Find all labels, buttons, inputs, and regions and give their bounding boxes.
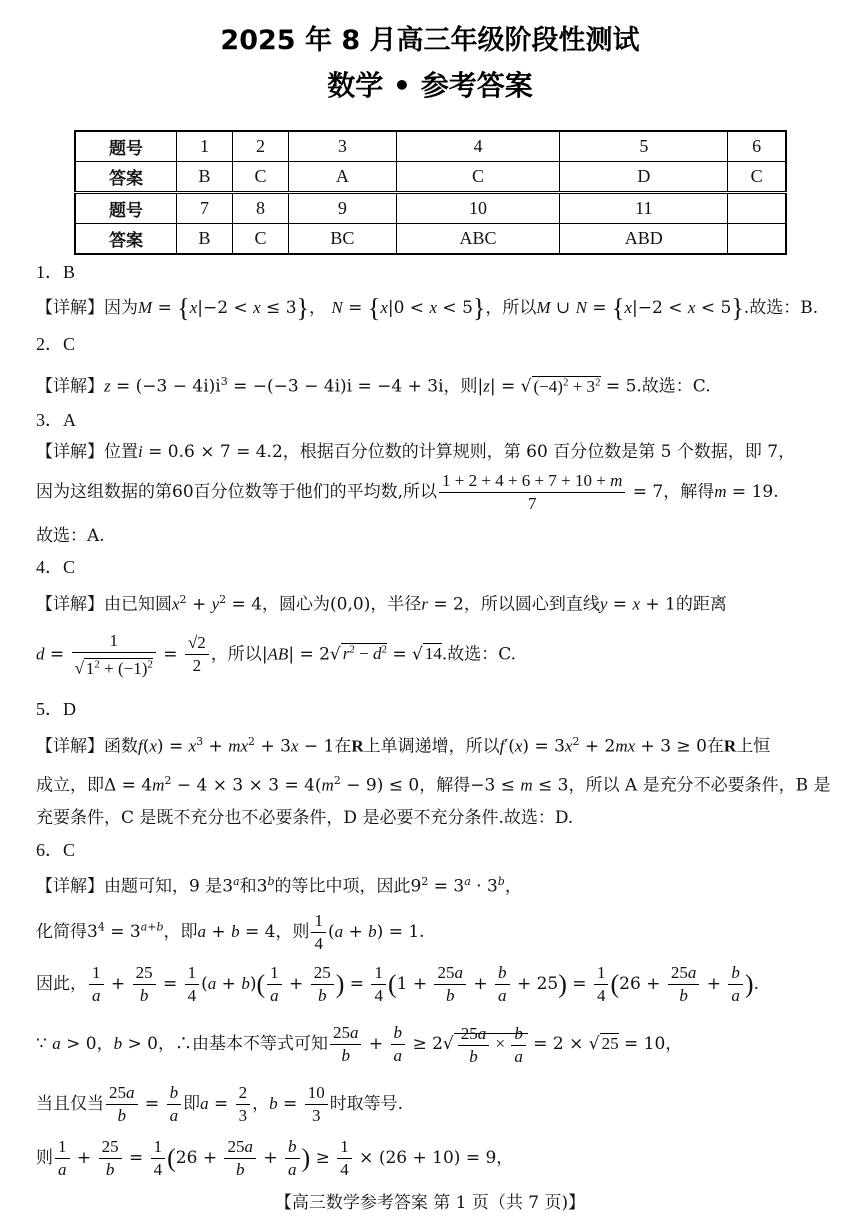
table-cell: 2	[233, 131, 289, 162]
table-cell: ABC	[396, 224, 560, 255]
table-row	[75, 193, 786, 224]
q4-text-d: ，所以圆心到直线	[463, 594, 600, 615]
table-cell: 11	[560, 193, 728, 224]
detail-tag: 【详解】	[36, 876, 104, 897]
q6-detail-1: 【详解】由题可知，9 是3$^a$和3$^b$的等比中项，因此$9^2 = 3^a \cdot 3^b$，	[36, 875, 522, 897]
table-cell: ABD	[560, 224, 728, 255]
row-label-answer: 答案	[75, 224, 177, 255]
table-cell: D	[560, 162, 728, 193]
q5-text-b: 在	[334, 736, 352, 757]
q5-detail-3: 充要条件，C 是既不充分也不必要条件，D 是必要不充分条件.故选：D.	[36, 808, 574, 828]
q6-text-c: 的等比中项，因此	[274, 876, 411, 897]
row-label-answer: 答案	[75, 162, 177, 193]
table-cell	[728, 193, 786, 224]
q3-conclusion: 故选：A.	[36, 526, 105, 546]
q5-text-d: 在	[706, 736, 724, 757]
q4-text-a: 由已知圆	[104, 594, 172, 615]
row-label-question: 题号	[75, 131, 177, 162]
q4-text-f: ，所以	[210, 644, 262, 665]
q5-detail-1: 【详解】函数$f(x) = x^3 + mx^2 + 3x - 1$在R上单调递增，所以$f'(x) = 3x^2 + 2mx + 3 \ge 0$在R上恒	[36, 735, 771, 757]
q5-text-a: 函数	[104, 736, 138, 757]
table-cell: BC	[289, 224, 397, 255]
q4-text-b: ，圆心为	[262, 594, 331, 615]
table-cell: C	[233, 224, 289, 255]
q6-text-l: 则	[36, 1148, 53, 1168]
page-subtitle: 数学 • 参考答案	[327, 69, 533, 102]
table-row	[75, 224, 786, 255]
q5-text-c: 上单调递增，所以	[363, 736, 500, 757]
q1-text-b: ，所以	[485, 298, 537, 318]
q6-detail-2: 化简得$3^4 = 3^{a+b}$，即a + b = 4，则 $\frac{1}{4}$ (a + b) = 1.	[36, 911, 425, 953]
table-cell: C	[396, 162, 560, 193]
q6-detail-3: 因此， $\frac{1}{a}$ + $\frac{25}{b}$ = $\frac{1}{4}$ (a + b)( $\frac{1}{a}$ + $\frac{25}{b}$ ) = $\frac{1}{4}$ (1 + $\frac{25a}{b}$ + $\frac{b}{a}$ + 25) = $\frac{1}{4}$ (26 + $\frac{25a}{b}$ + $\frac{b}{a}$ ).	[36, 963, 759, 1005]
table-cell: B	[177, 162, 233, 193]
table-cell: 7	[177, 193, 233, 224]
q2-text-a: ，则	[443, 376, 478, 397]
q6-text-d: 化简得	[36, 922, 87, 942]
table-cell: 8	[233, 193, 289, 224]
q3-text-d: ，解得	[663, 482, 715, 502]
q6-text-j: 即	[183, 1094, 201, 1114]
q6-text-a: 由题可知，9 是	[104, 876, 223, 897]
q3-detail-2: 因为这组数据的第60百分位数等于他们的平均数,所以 $\frac{1 + 2 + 4 + 6 + 7 + 10 + m}{7}$ = 7，解得m = 19.	[36, 471, 779, 513]
detail-tag: 【详解】	[36, 442, 104, 462]
q5-text-e: 上恒	[736, 736, 771, 757]
q3-text-b: ，根据百分位数的计算规则，第 60 百分位数是第 5 个数据，即 7，	[282, 442, 796, 462]
detail-tag: 【详解】	[36, 298, 104, 318]
q4-detail-2: d = $\frac{1}{√ 1^2 + (-1)^2}$ = $\frac{√2}{2}$ ，所以|AB| = 2√ $r^2 - d^2$ = √ 14.故选：C.	[36, 631, 517, 678]
table-cell: 9	[289, 193, 397, 224]
table-cell: C	[233, 162, 289, 193]
table-cell: B	[177, 224, 233, 255]
q6-text-k: 时取等号.	[329, 1094, 404, 1114]
q4-detail-1: 【详解】由已知圆$x^2 + y^2 = 4$，圆心为(0,0)，半径r = 2，所以圆心到直线y = x + 1的距离	[36, 593, 727, 615]
q3-heading: 3．A	[36, 410, 76, 430]
q4-text-c: ，半径	[370, 594, 422, 615]
q4-heading: 4．C	[36, 557, 76, 577]
page-title: 2025 年 8 月高三年级阶段性测试	[220, 25, 640, 56]
q1-detail: 【详解】因为M = {x|−2 < x ≤ 3}， N = {x|0 < x < 5}，所以M ∪ N = {x|−2 < x < 5}.故选：B.	[36, 293, 819, 323]
table-cell: 5	[560, 131, 728, 162]
q6-text-g: 因此，	[36, 974, 87, 994]
q4-text-e: 的距离	[675, 594, 727, 615]
answer-table	[74, 130, 787, 255]
q3-text-a: 位置	[104, 442, 138, 462]
q6-detail-6: 则 $\frac{1}{a}$ + $\frac{25}{b}$ = $\frac{1}{4}$ (26 + $\frac{25a}{b}$ + $\frac{b}{a}$ ) ≥ $\frac{1}{4}$ × (26 + 10) = 9，	[36, 1137, 514, 1179]
q6-text-e: ，即	[163, 922, 198, 942]
table-row	[75, 131, 786, 162]
q6-detail-5: 当且仅当 $\frac{25a}{b}$ = $\frac{b}{a}$ 即a = $\frac{2}{3}$ ，b = $\frac{10}{3}$ 时取等号.	[36, 1083, 404, 1125]
detail-tag: 【详解】	[36, 594, 104, 615]
q6-text-h: 由基本不等式可知	[191, 1034, 328, 1054]
q5-heading: 5．D	[36, 699, 76, 719]
q6-text-b: 和	[239, 876, 257, 897]
q5-text-f: 成立，即	[36, 775, 104, 796]
table-row	[75, 162, 786, 193]
q1-heading: 1．B	[36, 262, 76, 282]
q3-text-c: 因为这组数据的第60百分位数等于他们的平均数,所以	[36, 482, 438, 502]
table-cell: A	[289, 162, 397, 193]
page-footer: 【高三数学参考答案 第 1 页（共 7 页)】	[274, 1193, 586, 1213]
q6-detail-4: ∵ a > 0，b > 0，∴由基本不等式可知 $\frac{25a}{b}$ + $\frac{b}{a}$ ≥ 2√ $\frac{25a}{b}$ × $\frac{b}{a}$ = 2 × √ 25 = 10，	[36, 1023, 683, 1066]
q6-text-i: 当且仅当	[36, 1094, 104, 1114]
q4-text-g: .故选：C.	[441, 644, 517, 665]
table-cell	[728, 224, 786, 255]
q5-text-g: ，解得	[419, 775, 471, 796]
table-cell: 4	[396, 131, 560, 162]
q2-text-b: .故选：C.	[636, 376, 711, 397]
q1-text-c: .故选：B.	[743, 298, 819, 318]
table-cell: 10	[396, 193, 560, 224]
q6-text-f: ，则	[275, 922, 310, 942]
q6-heading: 6．C	[36, 840, 76, 860]
q3-detail-1: 【详解】位置i = 0.6 × 7 = 4.2，根据百分位数的计算规则，第 60 百分位数是第 5 个数据，即 7，	[36, 442, 796, 462]
row-label-question: 题号	[75, 193, 177, 224]
q1-text-a: 因为	[104, 298, 138, 318]
q5-detail-2: 成立，即$\Delta = 4m^2 - 4 \times 3 \times 3 = 4(m^2 - 9) \le 0$，解得−3 ≤ m ≤ 3，所以 A 是充分不必要条件，B 是	[36, 774, 831, 796]
table-cell: 6	[728, 131, 786, 162]
q2-heading: 2．C	[36, 334, 76, 354]
detail-tag: 【详解】	[36, 736, 104, 757]
table-cell: C	[728, 162, 786, 193]
q2-detail: 【详解】$z = (-3 - 4i)i^3 = -(-3 - 4i)i = -4 + 3i$，则|z| = √ $(-4)^2 + 3^2 = 5$.故选：C.	[36, 375, 711, 397]
detail-tag: 【详解】	[36, 376, 104, 397]
table-cell: 3	[289, 131, 397, 162]
table-cell: 1	[177, 131, 233, 162]
q5-text-h: ，所以 A 是充分不必要条件，B 是	[568, 775, 831, 796]
